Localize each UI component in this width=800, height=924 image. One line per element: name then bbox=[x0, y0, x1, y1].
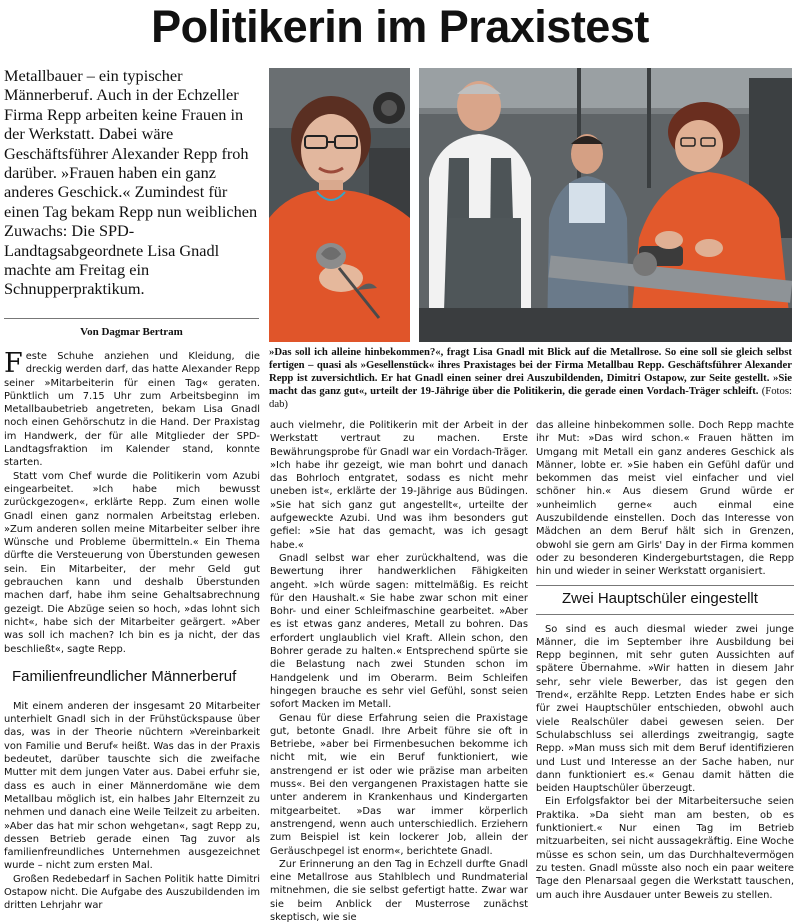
paragraph: Zur Erinnerung an den Tag in Echzell durfte Gnadl eine Metallrose aus Stahlblech und Rundmaterial mitnehmen, die sie selbst gefertigt hatte. Zwar war sie beim Anblick der Musterrose zunächst skeptisch, wie sie bbox=[270, 858, 528, 923]
paragraph: auch vielmehr, die Politikerin mit der Arbeit in der Werkstatt vertraut zu machen. Erste Bewährungsprobe für Gnadl war ein Vordach-Träger. »Ich habe ihr gezeigt, wie man bohrt und danach das Bohrloch entgratet, sodass es nicht mehr uneben ist«, erklärte der 19-Jährige aus Büdingen. »Sie hat sich ganz gut angestellt«, urteilte der aufgeweckte Azubi. Und was ihm besonders gut gefiel: »Sie hat das gemacht, was ich gesagt habe.« bbox=[270, 420, 528, 551]
byline: Von Dagmar Bertram bbox=[80, 326, 183, 338]
paragraph: So sind es auch diesmal wieder zwei junge Männer, die im September ihre Ausbildung bei Repp beginnen, mit sehr guten Aussichten auf spätere Übernahme. »Wir hatten in diesem Jahr sehr, sehr viele Bewerber, das ist gegen den Trend«, erzählte Repp. Letzten Endes habe er sich für zwei Hauptschüler entschieden, obwohl auch viele Realschüler dabei gewesen seien. Der Schulabschluss sei allerdings zweitrangig, sagte Repp. »Man muss sich mit dem Beruf identifizieren und Lust und Interesse an der Sache haben, nur dann funktioniert es.« Genau damit hätten die beiden Hauptschüler überzeugt. bbox=[536, 623, 794, 795]
article-column-2 bbox=[270, 419, 528, 924]
photo-portrait-woman-metal-rose-icon bbox=[269, 68, 410, 342]
photo-workshop-grinding-icon bbox=[419, 68, 792, 342]
article-column-1 bbox=[4, 350, 260, 913]
subheading-family: Familienfreundlicher Männerberuf bbox=[12, 667, 237, 685]
headline: Politikerin im Praxistest bbox=[151, 1, 649, 52]
paragraph bbox=[4, 350, 260, 470]
photo-portrait bbox=[269, 68, 410, 342]
paragraph: Gnadl selbst war eher zurückhaltend, was die Bewertung ihrer handwerklichen Fähigkeiten angeht. »Ich würde sagen: mittelmäßig. Es reicht für den Haushalt.« Sie habe zwar schon mit einer Bohr- und einer Schleifmaschine gearbeitet. »Aber es ist etwas ganz anderes, Metall zu bohren. Das erfordert unglaublich viel Kraft. Allein schon, den Bohrer gerade zu halten.« Entsprechend spürte sie die Belastung nach zwei Stunden schon im Handgelenk und im Oberarm. Beim Schleifen hingegen brauche es sehr viel Gefühl, sonst seien sofort Macken im Metall. bbox=[270, 552, 528, 711]
caption-text: »Das soll ich alleine hinbekommen?«, fragt Lisa Gnadl mit Blick auf die Metallrose. So eine soll sie gleich selbst fertigen – quasi als »Gesellenstück« ihres Praxistages bei der Firma Metallbau Repp. Geschäftsführer Alexander Repp ist zuversichtlich. Er hat Gnadl einen seiner drei Auszubildenden, Dimitri Ostapow, zur Seite gestellt. »Sie macht das ganz gut«, urteilt der 19-Jährige über die Politikerin, die gerade einen Vordach-Träger schleift. bbox=[269, 346, 792, 398]
paragraph: Mit einem anderen der insgesamt 20 Mitarbeiter unterhielt Gnadl sich in der Frühstückspause über das, was in der Theorie nüchtern »Vereinbarkeit von Familie und Beruf« heißt. Was das in der Praxis bedeutet, darüber tauschte sich die zweifache Mutter mit dem jungen Vater aus. Dabei erfuhr sie, dass es auch in einer Männerdomäne wie dem Metallbau möglich ist, ein halbes Jahr Elternzeit zu nehmen und danach eine Weile Teilzeit zu arbeiten. »Aber das hat mir schon wehgetan«, sagt Repp zu, dessen Betrieb gerade einen Tag zuvor als familienfreundliches Unternehmen ausgezeichnet wurde – nicht zum ersten Mal. bbox=[4, 700, 260, 872]
paragraph-text: este Schuhe anziehen und Kleidung, die dreckig werden darf, das hatte Alexander Repp seiner »Mitarbeiterin für einen Tag« geraten. Pünktlich um 7.15 Uhr zum Arbeitsbeginn im Metallbaubetrieb angetreten, bekam Lisa Gnadl noch einen Gehörschutz in die Hand. Der Praxistag im Handwerk, der für alle Mitglieder der SPD-Landtagsfraktion im Kalender stand, konnte starten. bbox=[4, 351, 260, 469]
photo-caption bbox=[269, 346, 792, 411]
paragraph: Großen Redebedarf in Sachen Politik hatte Dimitri Ostapow nicht. Die Aufgabe des Auszubildenden im dritten Lehrjahr war bbox=[4, 873, 260, 912]
paragraph: Genau für diese Erfahrung seien die Praxistage gut, betonte Gnadl. Ihre Arbeit führe sie oft in Betriebe, »aber bei Firmenbesuchen bekomme ich nicht mit, wie ein Beruf funktioniert, wie anstrengend er ist oder wie präzise man arbeiten muss«. Bei den vergangenen Praxistagen hatte sie unter anderem in Krankenhaus und Kindergarten mitgearbeitet. »Das war immer körperlich anstrengend, wenn auch unterschiedlich. Erziehern zum Beispiel ist kein lockerer Job, allein der Geräuschpegel ist enorm«, berichtete Gnadl. bbox=[270, 712, 528, 857]
article-column-3 bbox=[536, 419, 794, 902]
paragraph: Ein Erfolgsfaktor bei der Mitarbeitersuche seien Praktika. »Da sieht man am besten, ob es funktioniert.« Nur einen Tag im Betrieb mitzuarbeiten, sei nicht aussagekräftig. Eine Woche müsse es schon sein, um das Durchhaltevermögen zu testen. Gnadl müsste also noch ein paar weitere Tage den Plenarsaal gegen die Werkstatt tauschen, um auch ihre Ausdauer unter Beweis zu stellen. bbox=[536, 796, 794, 901]
drop-cap: F bbox=[4, 348, 23, 379]
paragraph: das alleine hinbekommen solle. Doch Repp machte ihr Mut: »Das wird schon.« Frauen hätten im Umgang mit Metall ein ganz anderes Geschick als Männer, lobte er. »Sie haben ein Gefühl dafür und bekommen das meist viel einfacher und viel schöner hin.« Aus diesem Grund würde er »unheimlich gerne« auch einmal eine Auszubildende einstellen. Doch das Interesse von Mädchen an dem Beruf hält sich in Grenzen, obwohl sie gern am Girls' Day in der Firma kommen oder zu besonderen Kindergeburtstagen, die Repp hin und wieder in seiner Werkstatt organisiert. bbox=[536, 420, 794, 578]
photo-credit: (Fotos: dab) bbox=[269, 385, 792, 411]
photo-workshop bbox=[419, 68, 792, 342]
paragraph: Statt vom Chef wurde die Politikerin vom Azubi eingearbeitet. »Ich habe mich bewusst zurückgezogen«, erklärte Repp. Zum einen wolle Gnadl einen ganz normalen Arbeitstag erleben. »Zum anderen sollen meine Mitarbeiter selber ihre Wünsche und Probleme übermitteln.« Ein Thema dürfte die Versteuerung von Überstunden gewesen sein. Ein Mitarbeiter, der mehr Geld gut gebrauchen kann und deshalb Überstunden machen darf, habe ihm seine Gehaltsabrechnung gezeigt. Die Abzüge seien so hoch, »das lohnt sich nicht«, habe sich der Mitarbeiter geärgert. »Aber was soll ich machen? Ich bin es ja nicht, der das beschließt«, sagte Repp. bbox=[4, 470, 260, 655]
byline-divider bbox=[4, 318, 259, 319]
subheading-hauptschueler: Zwei Hauptschüler eingestellt bbox=[536, 585, 794, 615]
lead-paragraph: Metallbauer – ein typischer Männerberuf. Auch in der Echzeller Firma Repp arbeiten keine Frauen in der Werkstatt. Dabei wäre Geschäftsführer Alexander Repp froh darüber. »Frauen haben ein ganz anderes Geschick.« Zumindest für einen Tag bekam Repp nun weiblichen Zuwachs: Die SPD-Landtagsabgeordnete Lisa Gnadl machte am Freitag ein Schnupperpraktikum. bbox=[4, 66, 258, 299]
